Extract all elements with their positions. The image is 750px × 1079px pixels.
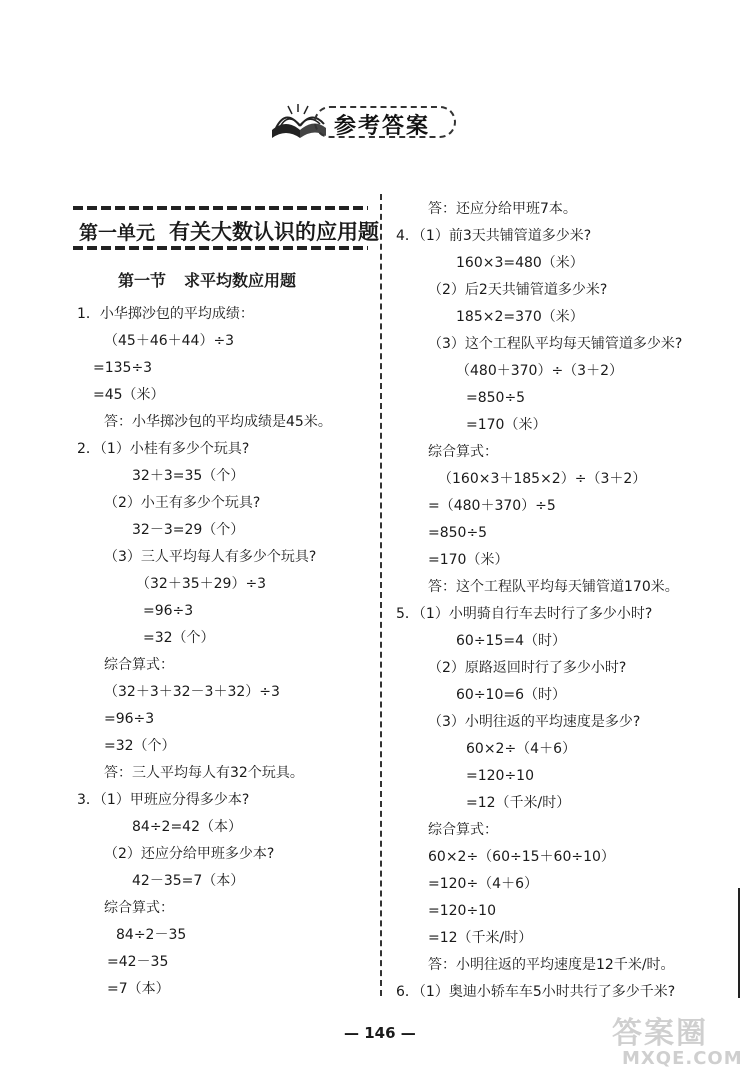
watermark-logo [606,1008,746,1076]
answer-line: （3）三人平均每人有多少个玩具? [104,549,317,565]
answer-line: 答：还应分给甲班7本。 [428,201,577,217]
answer-line: =120÷（4＋6） [428,876,538,892]
answer-line: =850÷5 [428,525,488,541]
unit-dash-bottom [73,246,368,250]
answer-line: （32＋3＋32－3＋32）÷3 [104,684,280,700]
answer-line: 60÷10=6（时） [456,687,566,703]
header-banner [268,100,460,144]
answer-line: 2．（1）小桂有多少个玩具? [77,441,250,457]
answer-line: =120÷10 [466,768,534,784]
page-title: 参考答案 [334,114,431,139]
watermark-top: 答案圈 [612,1016,708,1051]
answer-line: =12（千米/时） [428,930,533,946]
page-edge-line [738,888,740,998]
answer-line: 答：小华掷沙包的平均成绩是45米。 [104,414,332,430]
answer-line: （2）还应分给甲班多少本? [104,846,275,862]
answer-line: 答：小明往返的平均速度是12千米/时。 [428,957,675,973]
answer-line: （3）这个工程队平均每天铺管道多少米? [428,336,683,352]
unit-title [79,216,379,246]
answer-line: 42－35=7（本） [132,873,245,889]
answer-line: （32＋35＋29）÷3 [136,576,267,592]
answer-line: =32（个） [143,630,215,646]
answer-line: （480＋370）÷（3＋2） [456,363,623,379]
answer-line: 综合算式： [428,444,498,460]
answer-line: =96÷3 [143,603,194,619]
answer-line: 1．小华掷沙包的平均成绩： [77,306,254,322]
answer-line: =135÷3 [93,360,153,376]
answer-line: 185×2=370（米） [456,309,584,325]
answer-line: （2）原路返回时行了多少小时? [428,660,627,676]
unit-dash-top [73,206,368,210]
page-number: — 146 — [344,1024,416,1042]
answer-line: 答：三人平均每人有32个玩具。 [104,765,304,781]
answer-line: 60÷15=4（时） [456,633,566,649]
section-name: 求平均数应用题 [184,271,297,290]
unit-heading [73,206,380,250]
answer-line: =850÷5 [466,390,526,406]
unit-name: 有关大数认识的应用题 [169,220,380,244]
answer-line: （3）小明往返的平均速度是多少? [428,714,641,730]
answer-line: （160×3＋185×2）÷（3＋2） [438,471,647,487]
watermark-bottom: MXQE.COM [622,1048,743,1069]
answer-line: =96÷3 [104,711,155,727]
answer-line: 160×3=480（米） [456,255,584,271]
answer-line: （2）后2天共铺管道多少米? [428,282,608,298]
answer-line: =120÷10 [428,903,496,919]
answer-line: 32－3=29（个） [132,522,245,538]
answer-line: 60×2÷（4＋6） [466,741,576,757]
answer-line: =170（米） [428,552,509,568]
answer-line: 综合算式： [104,900,174,916]
column-divider [380,194,382,996]
answer-line: （2）小王有多少个玩具? [104,495,261,511]
answer-line: 60×2÷（60÷15＋60÷10） [428,849,615,865]
answer-line: 5．（1）小明骑自行车去时行了多少小时? [396,606,653,622]
answer-line: =7（本） [107,981,170,997]
unit-label: 第一单元 [79,222,156,244]
answer-line: =170（米） [466,417,547,433]
section-title [118,268,296,291]
answer-line: （45＋46＋44）÷3 [104,333,235,349]
answer-line: 84÷2－35 [116,927,187,943]
answer-line: 6．（1）奥迪小轿车车5小时共行了多少千米? [396,984,676,1000]
answer-line: 综合算式： [104,657,174,673]
answer-line: =32（个） [104,738,176,754]
answer-line: =（480＋370）÷5 [428,498,556,514]
answer-line: 答：这个工程队平均每天铺管道170米。 [428,579,679,595]
answer-line: 32＋3=35（个） [132,468,245,484]
answer-line: 4．（1）前3天共铺管道多少米? [396,228,592,244]
answer-line: 84÷2=42（本） [132,819,242,835]
answer-line: =12（千米/时） [466,795,571,811]
answer-line: =45（米） [93,387,165,403]
answer-line: 3．（1）甲班应分得多少本? [77,792,250,808]
answer-line: =42－35 [107,954,169,970]
answer-line: 综合算式： [428,822,498,838]
section-label: 第一节 [118,271,167,290]
